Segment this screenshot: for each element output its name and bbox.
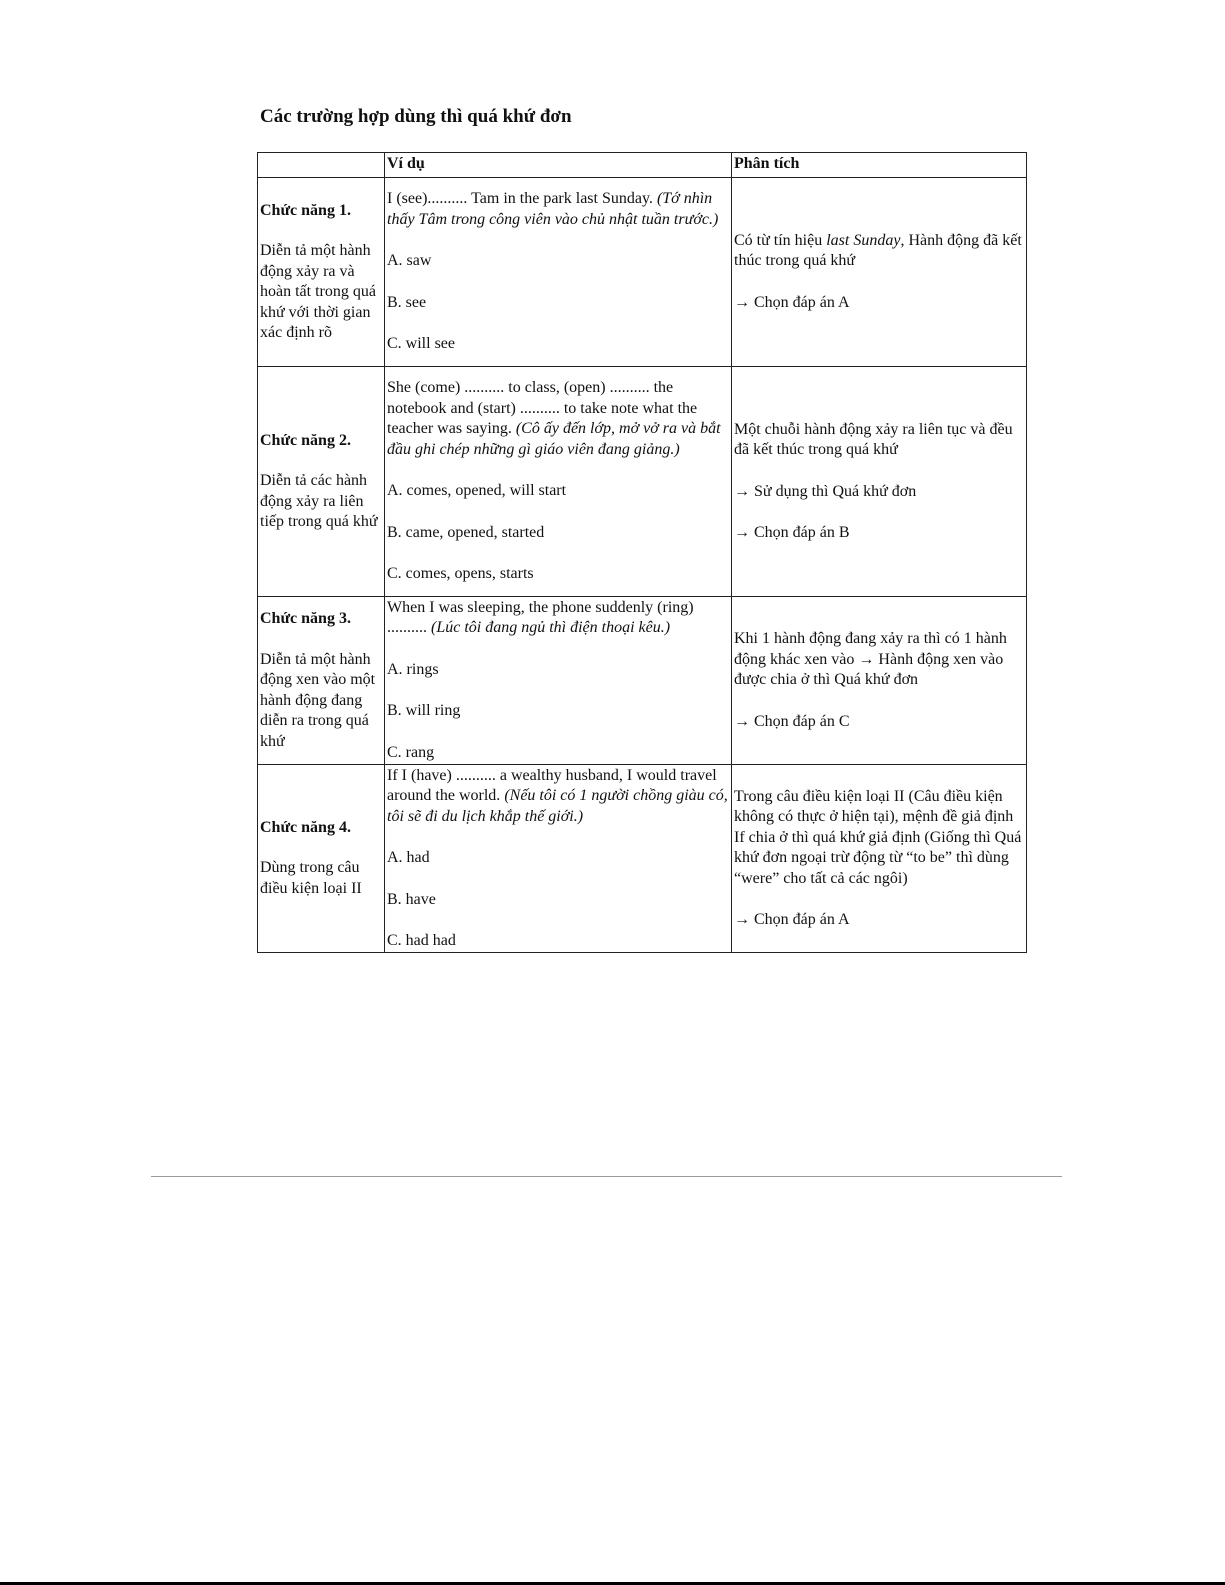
example-text: She (come) .......... to class, (open) .......... the notebook and (start) .......... to take note what the teacher was saying.: [387, 379, 698, 438]
analysis-text: [734, 787, 1025, 890]
analysis-pre: Khi 1 hành động đang xảy ra thì có 1 hành động khác xen vào → Hành động xen vào được chia ở thì Quá khứ đơn: [734, 630, 1007, 688]
example-translation: (Lúc tôi đang ngủ thì điện thoại kêu.): [431, 619, 671, 637]
example-text: When I was sleeping, the phone suddenly (ring) ..........: [387, 598, 694, 637]
function-cell: [258, 367, 385, 597]
header-analysis: Phân tích: [732, 153, 1027, 178]
analysis-pre: Một chuỗi hành động xảy ra liên tục và đều đã kết thúc trong quá khứ: [734, 420, 1013, 458]
analysis-text: [734, 420, 1025, 461]
function-title: Chức năng 3.: [260, 610, 351, 627]
table-row: [258, 178, 1027, 367]
example-cell: [385, 178, 732, 367]
analysis-signal-word: last Sunday: [826, 231, 901, 249]
option-a: A. had: [387, 849, 430, 866]
table-row: [258, 765, 1027, 953]
option-b: B. will ring: [387, 702, 461, 720]
function-description: Diễn tả một hành động xen vào một hành động đang diễn ra trong quá khứ: [260, 650, 376, 750]
analysis-answer: → Chọn đáp án C: [734, 712, 850, 730]
page-divider: [151, 1176, 1062, 1177]
function-cell: [258, 597, 385, 765]
function-title: Chức năng 4.: [260, 818, 351, 836]
analysis-answer: → Chọn đáp án A: [734, 293, 850, 311]
analysis-text: [734, 629, 1025, 691]
example-cell: [385, 765, 732, 953]
analysis-cell: [732, 178, 1027, 367]
option-b: B. see: [387, 293, 427, 311]
option-a: A. saw: [387, 252, 432, 270]
function-description: Dùng trong câu điều kiện loại II: [260, 859, 362, 897]
example-sentence: [387, 598, 730, 639]
analysis-post: , Hành động đã kết thúc trong quá khứ: [734, 231, 1022, 270]
option-c: C. had had: [387, 932, 456, 949]
analysis-pre: Có từ tín hiệu: [734, 231, 827, 249]
option-c: C. rang: [387, 743, 435, 761]
table-row: [258, 597, 1027, 765]
function-cell: [258, 765, 385, 953]
analysis-text: [734, 231, 1025, 272]
analysis-cell: [732, 367, 1027, 597]
option-a: A. comes, opened, will start: [387, 482, 567, 500]
example-translation: (Cô ấy đến lớp, mở vở ra và bắt đầu ghi chép những gì giáo viên đang giảng.): [387, 420, 721, 458]
function-cell: [258, 178, 385, 367]
example-sentence: [387, 189, 730, 230]
function-description: Diễn tả một hành động xảy ra và hoàn tất trong quá khứ với thời gian xác định rõ: [260, 242, 376, 341]
grammar-table: [257, 152, 1027, 953]
analysis-tense: → Sử dụng thì Quá khứ đơn: [734, 482, 917, 500]
header-function: [258, 153, 385, 178]
table-header-row: [258, 153, 1027, 178]
example-cell: [385, 597, 732, 765]
option-b: B. came, opened, started: [387, 523, 545, 541]
example-text: I (see).......... Tam in the park last Sunday.: [387, 190, 657, 208]
function-title: Chức năng 2.: [260, 431, 351, 449]
example-sentence: [387, 766, 730, 828]
example-translation: (Tớ nhìn thấy Tâm trong công viên vào chủ nhật tuần trước.): [387, 190, 719, 228]
analysis-cell: [732, 765, 1027, 953]
page-title: Các trường hợp dùng thì quá khứ đơn: [260, 106, 572, 127]
function-description: Diễn tả các hành động xảy ra liên tiếp trong quá khứ: [260, 472, 378, 530]
analysis-answer: → Chọn đáp án A: [734, 911, 850, 928]
example-sentence: [387, 378, 730, 460]
table-row: [258, 367, 1027, 597]
analysis-cell: [732, 597, 1027, 765]
option-a: A. rings: [387, 660, 439, 678]
function-title: Chức năng 1.: [260, 201, 351, 219]
option-c: C. will see: [387, 335, 455, 353]
analysis-answer: → Chọn đáp án B: [734, 524, 850, 541]
analysis-pre: Trong câu điều kiện loại II (Câu điều kiện không có thực ở hiện tại), mệnh đề giả định If chia ở thì quá khứ giả định (Giống thì Quá khứ đơn ngoại trừ động từ “to be” thì dùng “were” cho tất cả các ngôi): [734, 787, 1022, 887]
example-text: If I (have) .......... a wealthy husband, I would travel around the world.: [387, 766, 717, 804]
header-example: Ví dụ: [385, 153, 732, 178]
example-translation: (Nếu tôi có 1 người chồng giàu có, tôi sẽ đi du lịch khắp thế giới.): [387, 787, 728, 825]
option-c: C. comes, opens, starts: [387, 565, 534, 583]
example-cell: [385, 367, 732, 597]
option-b: B. have: [387, 890, 436, 908]
